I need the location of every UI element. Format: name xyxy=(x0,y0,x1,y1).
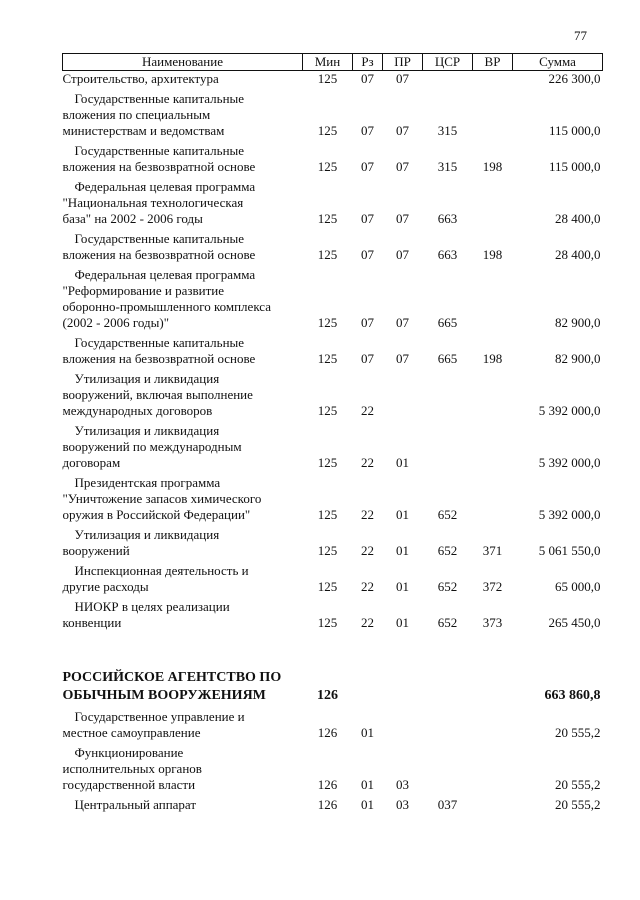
row-name-line: "Уничтожение запасов химического xyxy=(62,491,262,506)
row-name xyxy=(63,331,303,367)
header-sum: Сумма xyxy=(513,54,603,71)
row-name-line: Президентская программа xyxy=(74,475,221,490)
header-name: Наименование xyxy=(63,54,303,71)
row-rz xyxy=(353,665,383,705)
row-vr xyxy=(473,367,513,419)
row-rz: 22 xyxy=(361,507,374,522)
row-sum: 663 860,8 xyxy=(544,688,601,703)
row-vr: 198 xyxy=(482,247,503,262)
row-vr xyxy=(473,741,513,793)
spacer-row xyxy=(63,631,603,665)
header-row xyxy=(63,54,603,71)
row-name xyxy=(63,263,303,331)
row-rz: 01 xyxy=(361,797,374,812)
row-vr: 371 xyxy=(482,543,503,558)
table-row xyxy=(63,559,603,595)
row-name-line: вложения на безвозвратной основе xyxy=(62,351,256,366)
row-rz: 22 xyxy=(361,455,374,470)
row-csr: 037 xyxy=(437,797,458,812)
row-name-line: Центральный аппарат xyxy=(74,797,197,812)
table-row xyxy=(63,523,603,559)
row-name-line: исполнительных органов xyxy=(62,761,202,776)
row-csr: 665 xyxy=(437,351,458,366)
row-sum: 28 400,0 xyxy=(555,247,601,262)
row-vr xyxy=(473,263,513,331)
row-rz: 07 xyxy=(361,247,374,262)
row-sum: 265 450,0 xyxy=(548,615,601,630)
section-heading-row xyxy=(63,665,603,705)
row-name-line: НИОКР в целях реализации xyxy=(74,599,230,614)
row-min: 125 xyxy=(317,543,338,558)
row-name-line: государственной власти xyxy=(62,777,196,792)
row-name-line: местное самоуправление xyxy=(62,725,201,740)
row-min: 126 xyxy=(317,725,338,740)
row-name-line: Федеральная целевая программа xyxy=(74,179,256,194)
row-min: 125 xyxy=(317,455,338,470)
row-vr xyxy=(473,175,513,227)
spacer-cell xyxy=(63,631,603,665)
row-name-line: Утилизация и ликвидация xyxy=(74,527,220,542)
row-name-line: оборонно-промышленного комплекса xyxy=(62,299,272,314)
row-sum: 20 555,2 xyxy=(555,725,601,740)
row-csr xyxy=(423,665,473,705)
row-vr: 198 xyxy=(482,351,503,366)
row-pr: 07 xyxy=(396,315,409,330)
row-rz: 01 xyxy=(361,725,374,740)
row-name-line: Строительство, архитектура xyxy=(62,71,219,86)
row-name-line: договорам xyxy=(62,455,121,470)
row-name-line: вложения на безвозвратной основе xyxy=(62,247,256,262)
row-name-line: "Реформирование и развитие xyxy=(62,283,224,298)
row-name-line: министерствам и ведомствам xyxy=(62,123,225,138)
row-name xyxy=(63,139,303,175)
row-pr: 03 xyxy=(396,777,409,792)
row-min: 125 xyxy=(317,123,338,138)
table-header xyxy=(63,54,603,71)
row-name xyxy=(63,595,303,631)
row-name-line: Государственные капитальные xyxy=(74,231,245,246)
row-pr: 07 xyxy=(396,351,409,366)
row-rz: 07 xyxy=(361,211,374,226)
table-body xyxy=(63,71,603,814)
row-name xyxy=(63,87,303,139)
row-name-line: вооружений по международным xyxy=(62,439,242,454)
row-sum: 82 900,0 xyxy=(555,315,601,330)
row-csr: 652 xyxy=(437,579,458,594)
row-sum: 226 300,0 xyxy=(548,71,601,86)
row-rz: 22 xyxy=(361,615,374,630)
row-name xyxy=(63,741,303,793)
row-name-line: вложения по специальным xyxy=(62,107,211,122)
row-rz: 22 xyxy=(361,403,374,418)
row-csr xyxy=(423,71,473,88)
row-pr xyxy=(383,367,423,419)
row-name xyxy=(63,793,303,813)
row-csr xyxy=(423,741,473,793)
row-pr: 01 xyxy=(396,507,409,522)
row-vr xyxy=(473,471,513,523)
row-min: 125 xyxy=(317,211,338,226)
row-min: 125 xyxy=(317,247,338,262)
row-sum: 28 400,0 xyxy=(555,211,601,226)
row-name-line: Государственные капитальные xyxy=(74,335,245,350)
row-pr xyxy=(383,665,423,705)
row-rz: 07 xyxy=(361,71,374,86)
row-vr xyxy=(473,87,513,139)
table-row xyxy=(63,595,603,631)
row-name xyxy=(63,175,303,227)
row-name xyxy=(63,419,303,471)
row-csr: 652 xyxy=(437,615,458,630)
row-name-line: конвенции xyxy=(62,615,122,630)
header-csr: ЦСР xyxy=(423,54,473,71)
row-pr: 07 xyxy=(396,247,409,262)
header-min: Мин xyxy=(303,54,353,71)
row-rz: 07 xyxy=(361,159,374,174)
row-csr: 665 xyxy=(437,315,458,330)
header-rz: Рз xyxy=(353,54,383,71)
row-pr: 07 xyxy=(396,71,409,86)
row-sum: 20 555,2 xyxy=(555,797,601,812)
row-name xyxy=(63,665,303,705)
row-name-line: вооружений, включая выполнение xyxy=(62,387,253,402)
row-name xyxy=(63,471,303,523)
table-row xyxy=(63,705,603,741)
row-name-line: вооружений xyxy=(62,543,130,558)
row-sum: 65 000,0 xyxy=(555,579,601,594)
row-sum: 82 900,0 xyxy=(555,351,601,366)
row-name-line: оружия в Российской Федерации" xyxy=(62,507,251,522)
row-name-line: Инспекционная деятельность и xyxy=(74,563,249,578)
row-name-line: ОБЫЧНЫМ ВООРУЖЕНИЯМ xyxy=(62,688,266,703)
row-name-line: РОССИЙСКОЕ АГЕНТСТВО ПО xyxy=(62,670,282,685)
row-vr xyxy=(473,705,513,741)
row-min: 125 xyxy=(317,615,338,630)
row-name-line: база" на 2002 - 2006 годы xyxy=(62,211,203,226)
table-row xyxy=(63,87,603,139)
row-vr xyxy=(473,665,513,705)
row-rz: 07 xyxy=(361,123,374,138)
row-sum: 5 392 000,0 xyxy=(538,455,601,470)
row-pr: 01 xyxy=(396,455,409,470)
table-row xyxy=(63,139,603,175)
header-pr: ПР xyxy=(383,54,423,71)
row-rz: 07 xyxy=(361,351,374,366)
row-csr: 652 xyxy=(437,507,458,522)
row-sum: 115 000,0 xyxy=(548,123,601,138)
row-vr: 373 xyxy=(482,615,503,630)
row-min: 126 xyxy=(317,777,338,792)
row-min: 126 xyxy=(317,688,338,703)
row-name-line: Утилизация и ликвидация xyxy=(74,423,220,438)
row-vr xyxy=(473,419,513,471)
row-rz: 22 xyxy=(361,579,374,594)
row-name-line: Государственные капитальные xyxy=(74,143,245,158)
row-min: 125 xyxy=(317,351,338,366)
row-pr: 07 xyxy=(396,159,409,174)
page-number: 77 xyxy=(574,28,587,43)
table-row xyxy=(63,741,603,793)
row-pr xyxy=(383,705,423,741)
row-csr: 652 xyxy=(437,543,458,558)
row-pr: 01 xyxy=(396,615,409,630)
row-sum: 115 000,0 xyxy=(548,159,601,174)
row-min: 125 xyxy=(317,403,338,418)
row-csr: 663 xyxy=(437,211,458,226)
row-name-line: Федеральная целевая программа xyxy=(74,267,256,282)
row-name-line: Функционирование xyxy=(74,745,184,760)
header-vr: ВР xyxy=(473,54,513,71)
row-name-line: (2002 - 2006 годы)" xyxy=(62,315,170,330)
row-name xyxy=(63,71,303,88)
row-min: 125 xyxy=(317,159,338,174)
table-row xyxy=(63,367,603,419)
row-sum: 20 555,2 xyxy=(555,777,601,792)
row-sum: 5 061 550,0 xyxy=(538,543,601,558)
row-pr: 03 xyxy=(396,797,409,812)
row-csr: 315 xyxy=(437,123,458,138)
table-row xyxy=(63,71,603,88)
row-name xyxy=(63,367,303,419)
row-name xyxy=(63,523,303,559)
row-vr xyxy=(473,71,513,88)
row-min: 125 xyxy=(317,579,338,594)
row-rz: 22 xyxy=(361,543,374,558)
table-row xyxy=(63,793,603,813)
row-pr: 07 xyxy=(396,123,409,138)
table-row xyxy=(63,263,603,331)
row-csr xyxy=(423,705,473,741)
row-name-line: международных договоров xyxy=(62,403,213,418)
row-name-line: Государственные капитальные xyxy=(74,91,245,106)
row-rz: 07 xyxy=(361,315,374,330)
table-row xyxy=(63,471,603,523)
budget-table xyxy=(62,53,603,813)
row-name xyxy=(63,559,303,595)
row-csr: 315 xyxy=(437,159,458,174)
row-rz: 01 xyxy=(361,777,374,792)
row-name xyxy=(63,227,303,263)
row-csr xyxy=(423,367,473,419)
row-vr xyxy=(473,793,513,813)
row-pr: 01 xyxy=(396,579,409,594)
row-name-line: вложения на безвозвратной основе xyxy=(62,159,256,174)
row-name xyxy=(63,705,303,741)
table-row xyxy=(63,175,603,227)
row-vr: 198 xyxy=(482,159,503,174)
row-csr: 663 xyxy=(437,247,458,262)
row-name-line: другие расходы xyxy=(62,579,149,594)
row-min: 126 xyxy=(317,797,338,812)
row-min: 125 xyxy=(317,315,338,330)
table-row xyxy=(63,331,603,367)
row-vr: 372 xyxy=(482,579,503,594)
table-row xyxy=(63,227,603,263)
row-min: 125 xyxy=(317,71,338,86)
row-pr: 01 xyxy=(396,543,409,558)
row-pr: 07 xyxy=(396,211,409,226)
row-csr xyxy=(423,419,473,471)
row-name-line: "Национальная технологическая xyxy=(62,195,244,210)
row-sum: 5 392 000,0 xyxy=(538,507,601,522)
row-name-line: Государственное управление и xyxy=(74,709,245,724)
row-name-line: Утилизация и ликвидация xyxy=(74,371,220,386)
row-sum: 5 392 000,0 xyxy=(538,403,601,418)
table-row xyxy=(63,419,603,471)
row-min: 125 xyxy=(317,507,338,522)
